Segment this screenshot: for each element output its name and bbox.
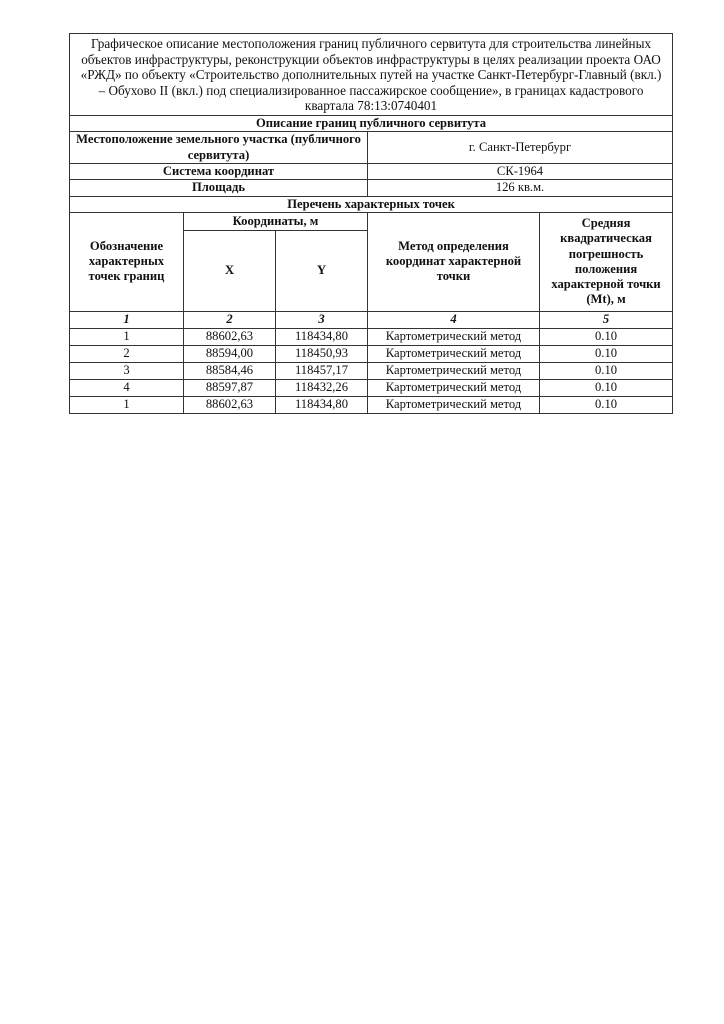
location-value: г. Санкт-Петербург [368, 132, 673, 164]
method: Картометрический метод [368, 396, 540, 413]
coord-x: 88602,63 [184, 328, 276, 345]
point-id: 4 [70, 379, 184, 396]
points-heading: Перечень характерных точек [70, 196, 673, 212]
col-header-error: Средняя квадратическая погрешность положения характерной точки (Mt), м [540, 212, 673, 311]
servitude-table [69, 33, 673, 414]
document-sheet [69, 33, 672, 414]
column-number: 4 [368, 311, 540, 328]
coord-x: 88594,00 [184, 345, 276, 362]
error: 0.10 [540, 328, 673, 345]
table-row [70, 379, 673, 396]
coord-x: 88584,46 [184, 362, 276, 379]
table-row [70, 396, 673, 413]
section-heading: Описание границ публичного сервитута [70, 115, 673, 131]
coord-y: 118432,26 [276, 379, 368, 396]
error: 0.10 [540, 379, 673, 396]
point-id: 1 [70, 328, 184, 345]
point-id: 3 [70, 362, 184, 379]
point-id: 2 [70, 345, 184, 362]
method: Картометрический метод [368, 328, 540, 345]
error: 0.10 [540, 396, 673, 413]
coord-system-label: Система координат [70, 164, 368, 180]
col-header-coords: Координаты, м [184, 212, 368, 230]
coord-x: 88597,87 [184, 379, 276, 396]
column-number: 5 [540, 311, 673, 328]
area-value: 126 кв.м. [368, 180, 673, 196]
col-header-method: Метод определения координат характерной точки [368, 212, 540, 311]
method: Картометрический метод [368, 345, 540, 362]
method: Картометрический метод [368, 362, 540, 379]
error: 0.10 [540, 362, 673, 379]
column-number: 2 [184, 311, 276, 328]
column-number: 3 [276, 311, 368, 328]
col-header-x: X [184, 230, 276, 311]
document-title: Графическое описание местоположения границ публичного сервитута для строительства линейных объектов инфраструктуры, реконструкции объектов инфраструктуры в целях реализации проекта ОАО «РЖД» по объекту «Строительство дополнительных путей на участке Санкт-Петербург-Главный (вкл.) – Обухово II (вкл.) под специализированное пассажирское сообщение», в границах кадастрового квартала 78:13:0740401 [70, 34, 673, 116]
col-header-y: Y [276, 230, 368, 311]
area-label: Площадь [70, 180, 368, 196]
coord-system-value: СК-1964 [368, 164, 673, 180]
coord-y: 118434,80 [276, 328, 368, 345]
column-number-row [70, 311, 673, 328]
coord-x: 88602,63 [184, 396, 276, 413]
coord-y: 118457,17 [276, 362, 368, 379]
table-row [70, 362, 673, 379]
method: Картометрический метод [368, 379, 540, 396]
error: 0.10 [540, 345, 673, 362]
coord-y: 118450,93 [276, 345, 368, 362]
col-header-point: Обозначение характерных точек границ [70, 212, 184, 311]
table-row [70, 345, 673, 362]
location-label: Местоположение земельного участка (публичного сервитута) [70, 132, 368, 164]
table-row [70, 328, 673, 345]
point-id: 1 [70, 396, 184, 413]
coord-y: 118434,80 [276, 396, 368, 413]
column-number: 1 [70, 311, 184, 328]
